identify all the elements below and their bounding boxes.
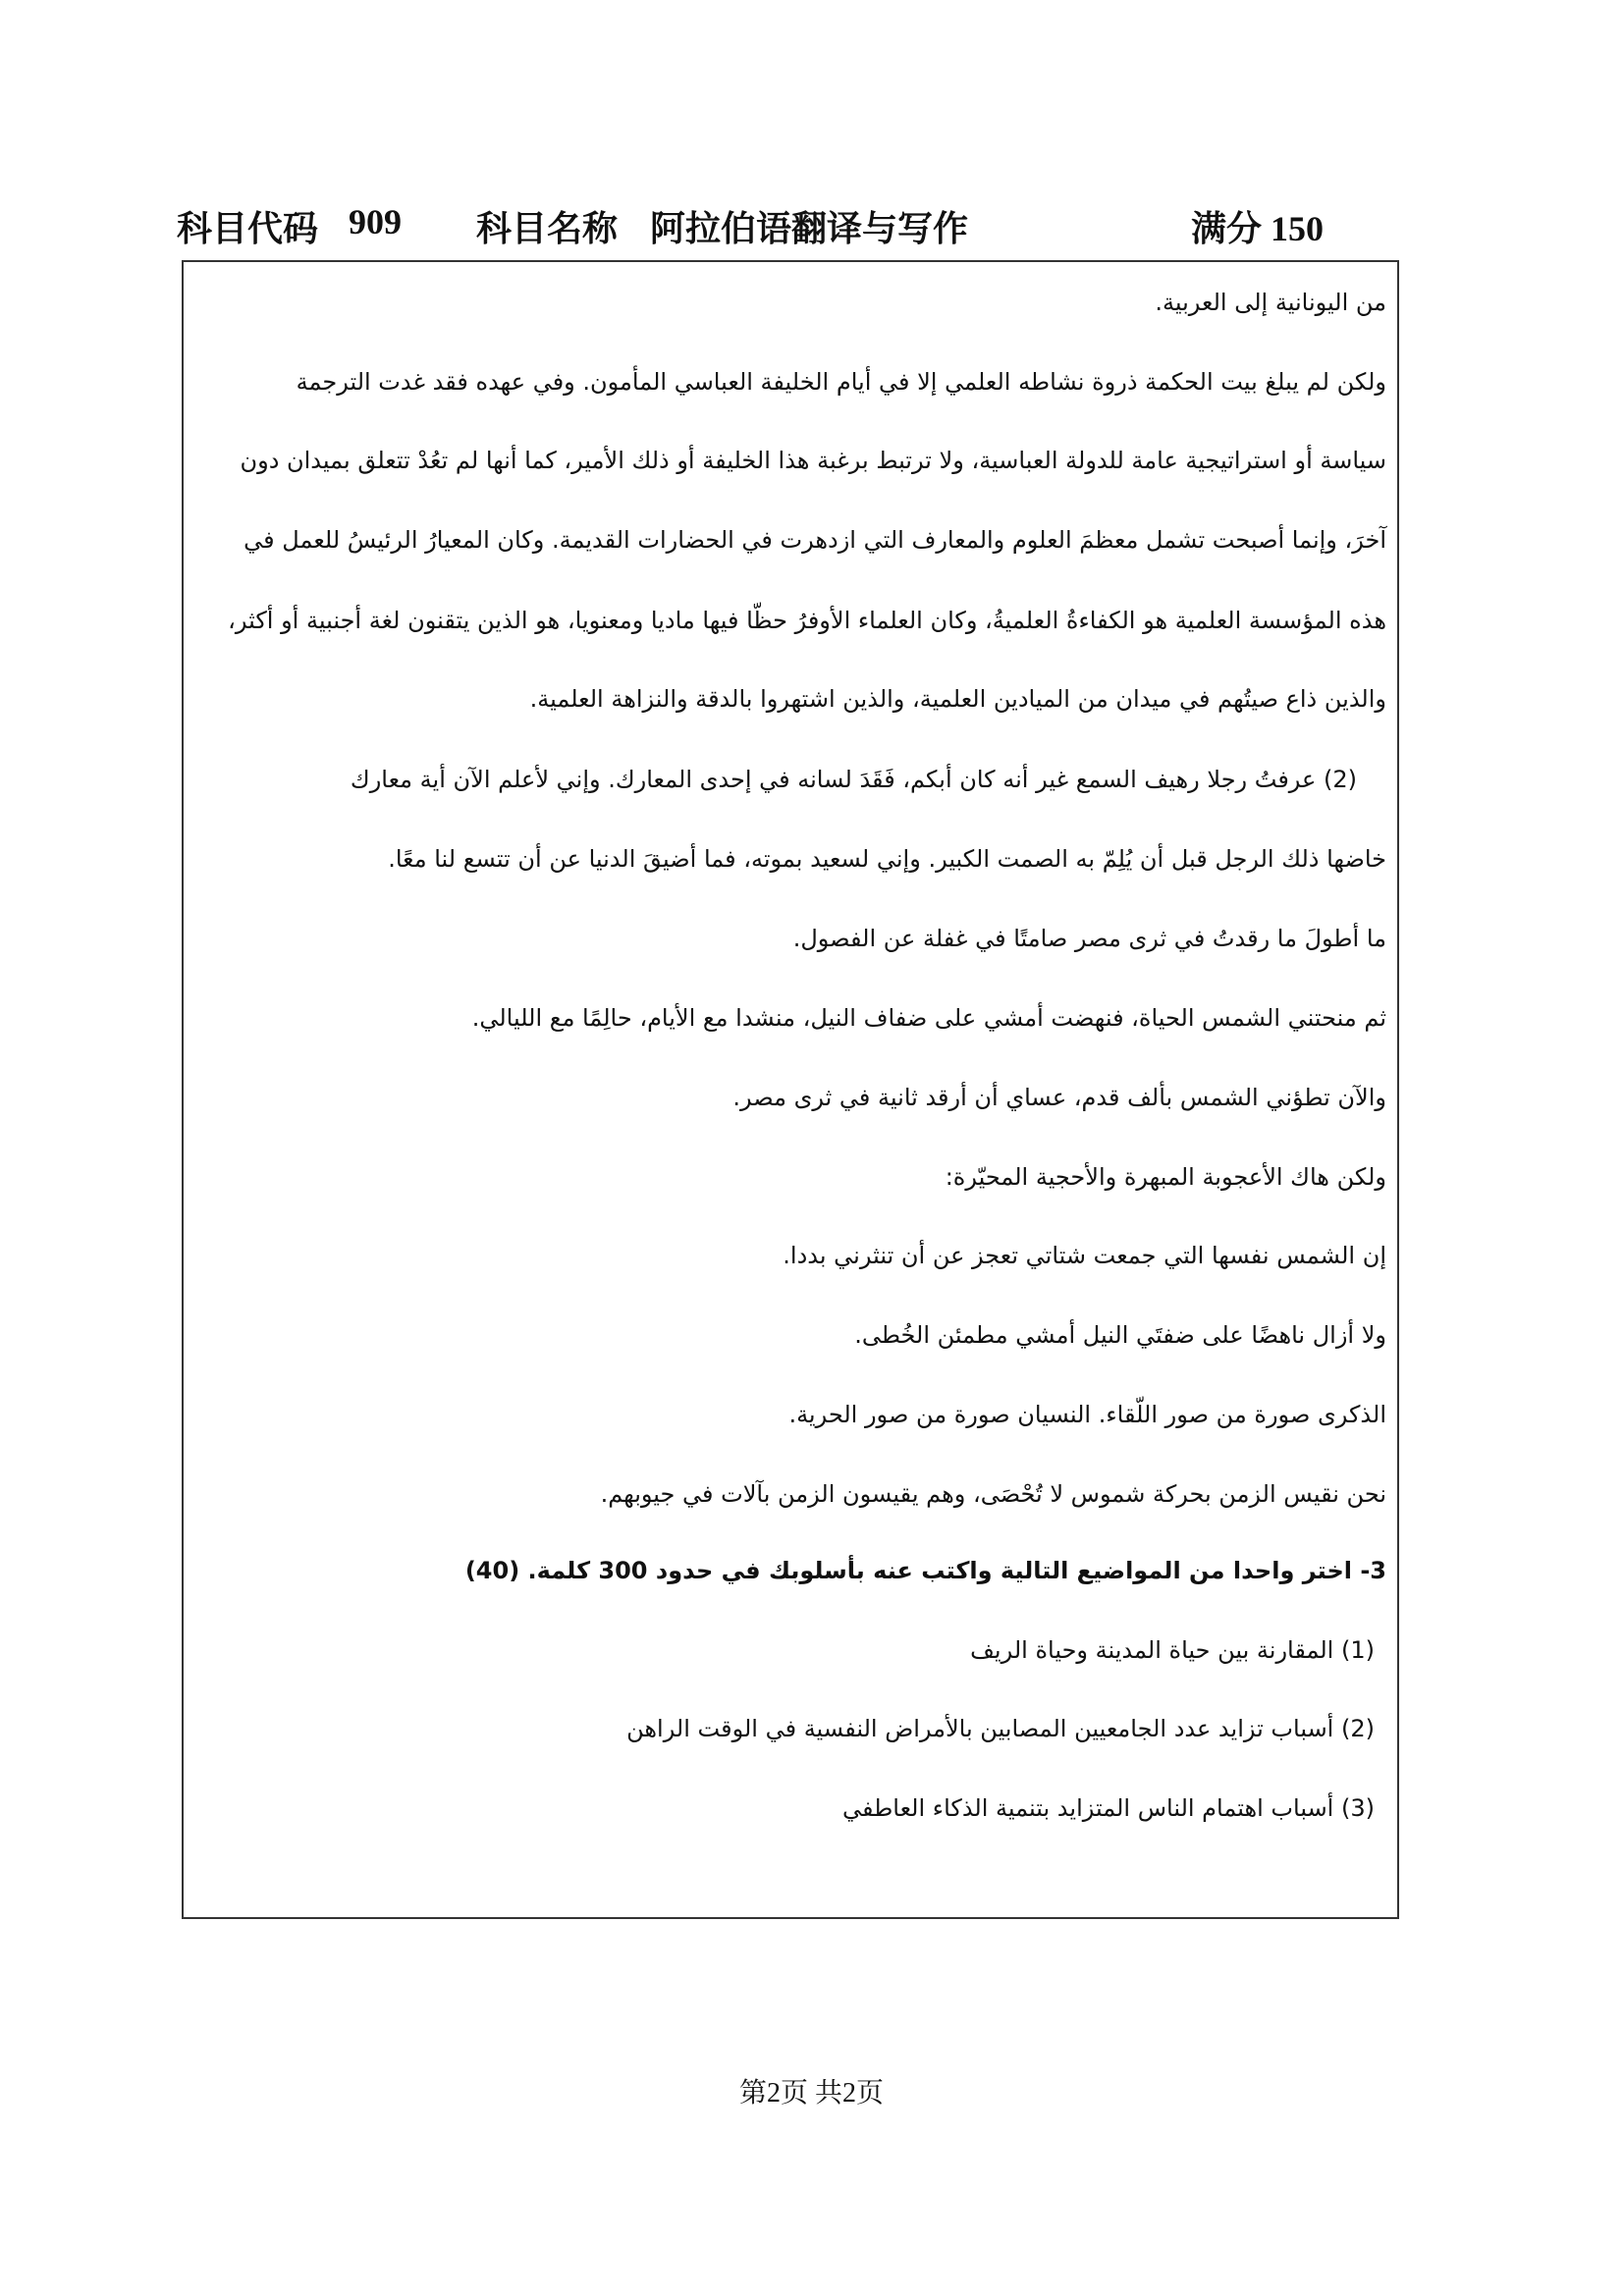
subject-name-label: 科目名称	[476, 209, 619, 248]
text-line: ولكن لم يبلغ بيت الحكمة ذروة نشاطه العلمي إلا في أيام الخليفة العباسي المأمون. وفي عهده فقد غدت الترجمة	[296, 368, 1386, 396]
question-3-title: 3- اختر واحدا من المواضيع التالية واكتب عنه بأسلوبك في حدود 300 كلمة. (40)	[464, 1557, 1386, 1584]
full-score-value: 150	[1271, 209, 1325, 248]
text-line: من اليونانية إلى العربية.	[1155, 289, 1386, 316]
poem-line: والآن تطؤني الشمس بألف قدم، عساي أن أرقد ثانية في ثرى مصر.	[732, 1084, 1386, 1111]
topic-item: (3) أسباب اهتمام الناس المتزايد بتنمية الذكاء العاطفي	[842, 1794, 1375, 1822]
poem-line: ولا أزال ناهضًا على ضفتَي النيل أمشي مطمئن الخُطى.	[854, 1321, 1386, 1349]
text-line: (2) عرفتُ رجلا رهيف السمع غير أنه كان أبكم، فَقَدَ لسانه في إحدى المعارك. وإني لأعلم الآن أية معارك	[350, 766, 1357, 793]
text-line: والذين ذاع صيتُهم في ميدان من الميادين العلمية، والذين اشتهروا بالدقة والنزاهة العلمية.	[529, 685, 1386, 713]
full-score	[1191, 201, 1324, 251]
page-number: 第2页 共2页	[738, 2078, 884, 2109]
text-line: هذه المؤسسة العلمية هو الكفاءةُ العلميةُ، وكان العلماء الأوفرُ حظّا فيها ماديا ومعنويا، هو الذين يتقنون لغة أجنبية أو أكثر،	[228, 607, 1386, 634]
topic-item: (1) المقارنة بين حياة المدينة وحياة الريف	[970, 1636, 1375, 1664]
subject-code-label: 科目代码	[177, 209, 319, 248]
full-score-label: 满分	[1191, 209, 1263, 248]
poem-line: إن الشمس نفسها التي جمعت شتاتي تعجز عن أن تنثرني بددا.	[783, 1242, 1386, 1269]
poem-line: ولكن هاك الأعجوبة المبهرة والأحجية المحيّرة:	[945, 1163, 1386, 1191]
text-line: خاضها ذلك الرجل قبل أن يُلِمّ به الصمت الكبير. وإني لسعيد بموته، فما أضيقَ الدنيا عن أن تتسع لنا معًا.	[388, 845, 1386, 873]
subject-name: 阿拉伯语翻译与写作	[650, 209, 969, 248]
text-line: آخرَ، وإنما أصبحت تشمل معظمَ العلوم والمعارف التي ازدهرت في الحضارات القديمة. وكان المعيارُ الرئيسُ للعمل في	[243, 526, 1386, 554]
poem-line: الذكرى صورة من صور اللّقاء. النسيان صورة من صور الحرية.	[788, 1401, 1386, 1428]
text-line: سياسة أو استراتيجية عامة للدولة العباسية، ولا ترتبط برغبة هذا الخليفة أو ذلك الأمير، كما أنها لم تعُدْ تتعلق بميدان دون	[240, 447, 1386, 474]
poem-line: نحن نقيس الزمن بحركة شموس لا تُحْصَى، وهم يقيسون الزمن بآلات في جيوبهم.	[600, 1480, 1386, 1508]
topic-item: (2) أسباب تزايد عدد الجامعيين المصابين بالأمراض النفسية في الوقت الراهن	[626, 1715, 1375, 1742]
poem-line: ثم منحتني الشمس الحياة، فنهضت أمشي على ضفاف النيل، منشدا مع الأيام، حالِمًا مع الليالي.	[471, 1004, 1386, 1032]
subject-code: 909	[349, 202, 402, 241]
poem-line: ما أطولَ ما رقدتُ في ثرى مصر صامتًا في غفلة عن الفصول.	[792, 925, 1386, 952]
exam-header	[177, 201, 1355, 260]
